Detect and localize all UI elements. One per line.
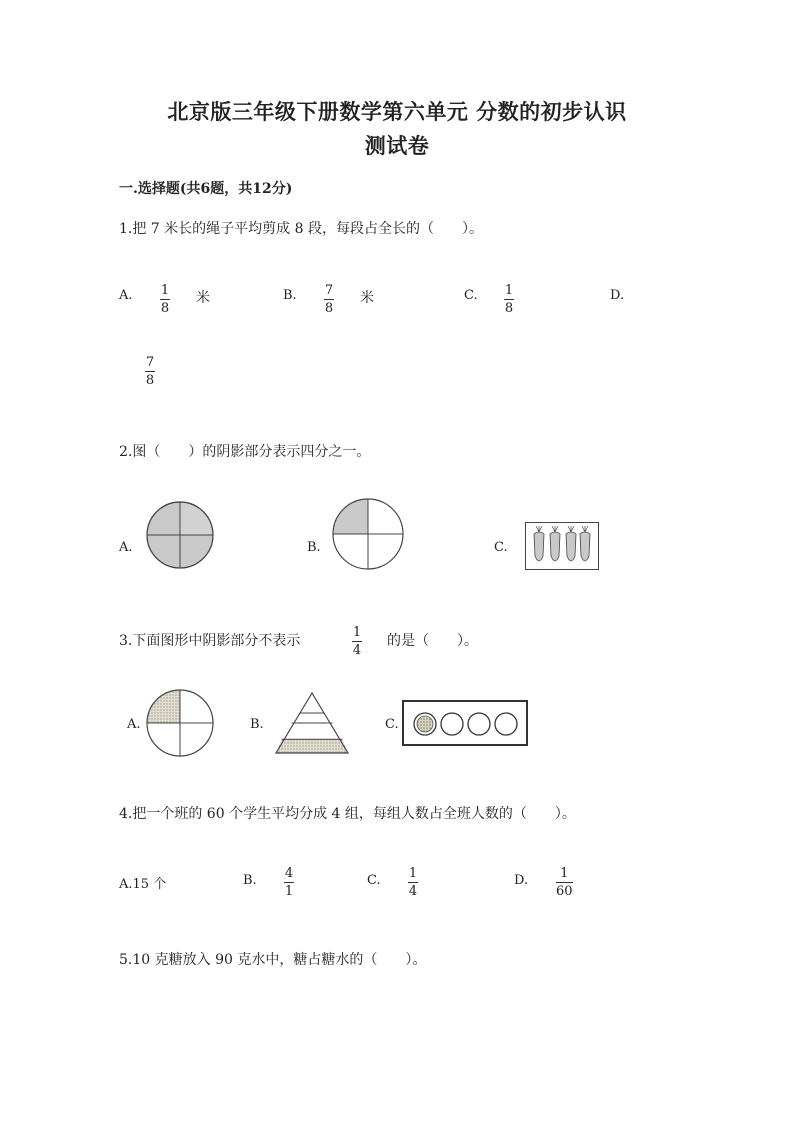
q3-circle-one-quarter-dotted [145,688,215,758]
question-1-stem: 1.把 7 米长的绳子平均剪成 8 段，每段占全长的（ ）。 [119,221,483,237]
q1-option-c-label: C. [464,288,478,303]
q2-option-b-label: B. [307,540,321,555]
numerator: 1 [408,866,418,881]
q4-option-d-label: D. [514,873,529,888]
q3-fraction [352,625,362,658]
q4-option-c-fraction [408,866,418,899]
q4-option-d-fraction [556,866,573,899]
q2-option-a-label: A. [119,540,133,555]
q1-option-d-fraction [145,355,155,388]
denominator: 8 [160,301,170,316]
q3-option-a-label: A. [127,717,141,732]
q4-option-a: A.15 个 [119,877,167,892]
q1-option-d-label: D. [610,288,625,303]
q1-option-b-unit: 米 [360,290,374,306]
q3-option-b-label: B. [250,717,264,732]
q1-option-c-fraction [504,283,514,316]
denominator: 8 [324,301,334,316]
denominator: 4 [408,884,418,899]
q2-circle-three-quarters-shaded [145,500,215,570]
denominator: 60 [556,884,573,899]
question-3-stem-start: 3.下面图形中阴影部分不表示 [119,633,301,649]
q1-option-a-unit: 米 [196,290,210,306]
numerator: 1 [160,283,170,298]
q3-four-circles-one-dotted [402,700,528,746]
numerator: 1 [352,625,362,640]
numerator: 1 [504,283,514,298]
numerator: 4 [284,866,294,881]
q2-radish-group [525,522,599,570]
section-header: 一.选择题(共6题，共12分) [119,181,293,197]
page-subtitle: 测试卷 [364,133,430,158]
numerator: 7 [324,283,334,298]
denominator: 4 [352,643,362,658]
q4-option-b-label: B. [243,873,257,888]
q3-triangle-bottom-band-dotted [272,691,352,755]
question-4-stem: 4.把一个班的 60 个学生平均分成 4 组，每组人数占全班人数的（ ）。 [119,806,576,822]
q2-circle-one-quarter-shaded [331,497,405,571]
question-5-stem: 5.10 克糖放入 90 克水中，糖占糖水的（ ）。 [119,952,427,968]
q1-option-a-fraction [160,283,170,316]
denominator: 1 [284,884,294,899]
q3-option-c-label: C. [385,717,399,732]
denominator: 8 [145,373,155,388]
q4-option-b-fraction [284,866,294,899]
q1-option-b-fraction [324,283,334,316]
q1-option-b-label: B. [283,288,297,303]
q4-option-c-label: C. [367,873,381,888]
q2-option-c-label: C. [494,540,508,555]
numerator: 1 [560,866,569,881]
denominator: 8 [504,301,514,316]
page-title: 北京版三年级下册数学第六单元 分数的初步认识 [167,99,627,124]
question-3-stem-end: 的是（ ）。 [387,633,478,649]
question-2-stem: 2.图（ ）的阴影部分表示四分之一。 [119,444,371,460]
q1-option-a-label: A. [119,288,133,303]
numerator: 7 [145,355,155,370]
